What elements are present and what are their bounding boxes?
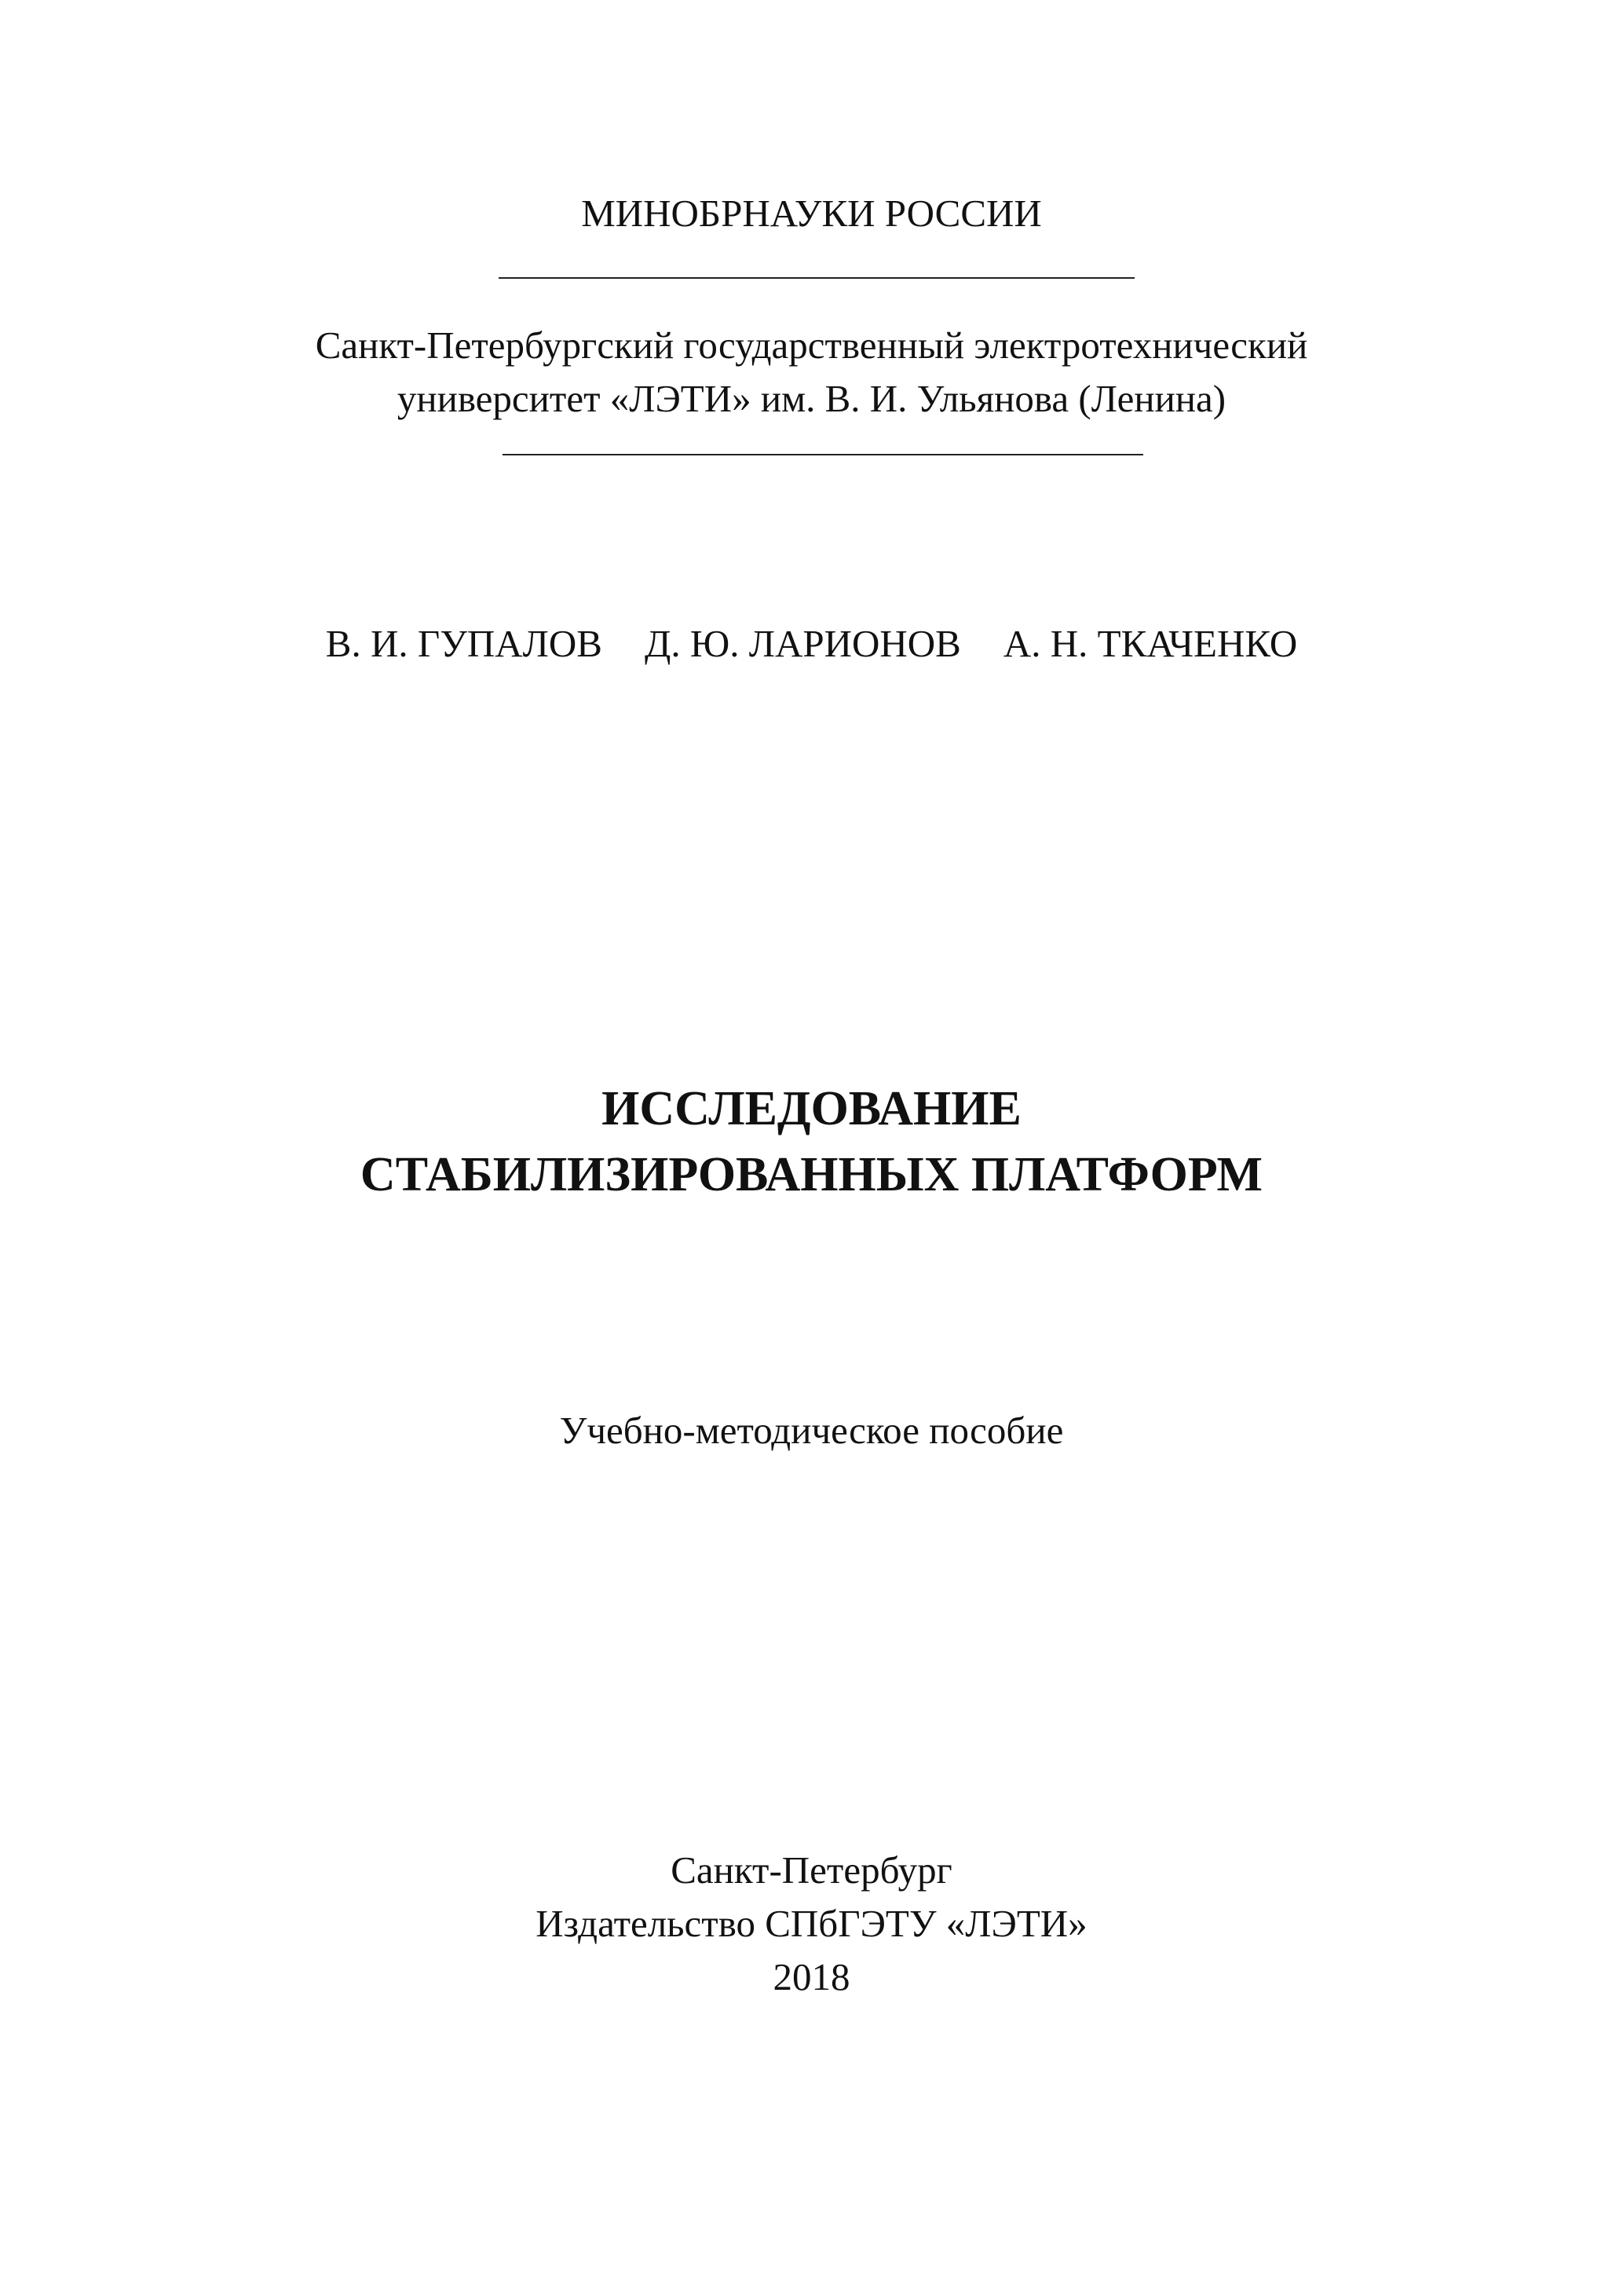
author-1: В. И. ГУПАЛОВ <box>325 622 602 665</box>
document-type: Учебно-методическое пособие <box>559 1409 1064 1452</box>
header-divider-bottom <box>503 454 1143 455</box>
document-title-line2: СТАБИЛИЗИРОВАННЫХ ПЛАТФОРМ <box>360 1148 1263 1201</box>
university-name-line1: Санкт-Петербургский государственный электротехнический <box>315 324 1308 367</box>
imprint-city: Санкт-Петербург <box>671 1848 952 1892</box>
imprint-year: 2018 <box>773 1955 850 1998</box>
ministry-name: МИНОБРНАУКИ РОССИИ <box>581 192 1042 235</box>
authors-line <box>0 620 1623 667</box>
document-title-line1: ИССЛЕДОВАНИЕ <box>601 1082 1022 1135</box>
header-divider-top <box>499 277 1135 279</box>
imprint-publisher: Издательство СПбГЭТУ «ЛЭТИ» <box>536 1902 1087 1945</box>
university-name-line2: университет «ЛЭТИ» им. В. И. Ульянова (Ленина) <box>397 377 1226 420</box>
author-3: А. Н. ТКАЧЕНКО <box>1003 622 1298 665</box>
author-2: Д. Ю. ЛАРИОНОВ <box>644 622 961 665</box>
